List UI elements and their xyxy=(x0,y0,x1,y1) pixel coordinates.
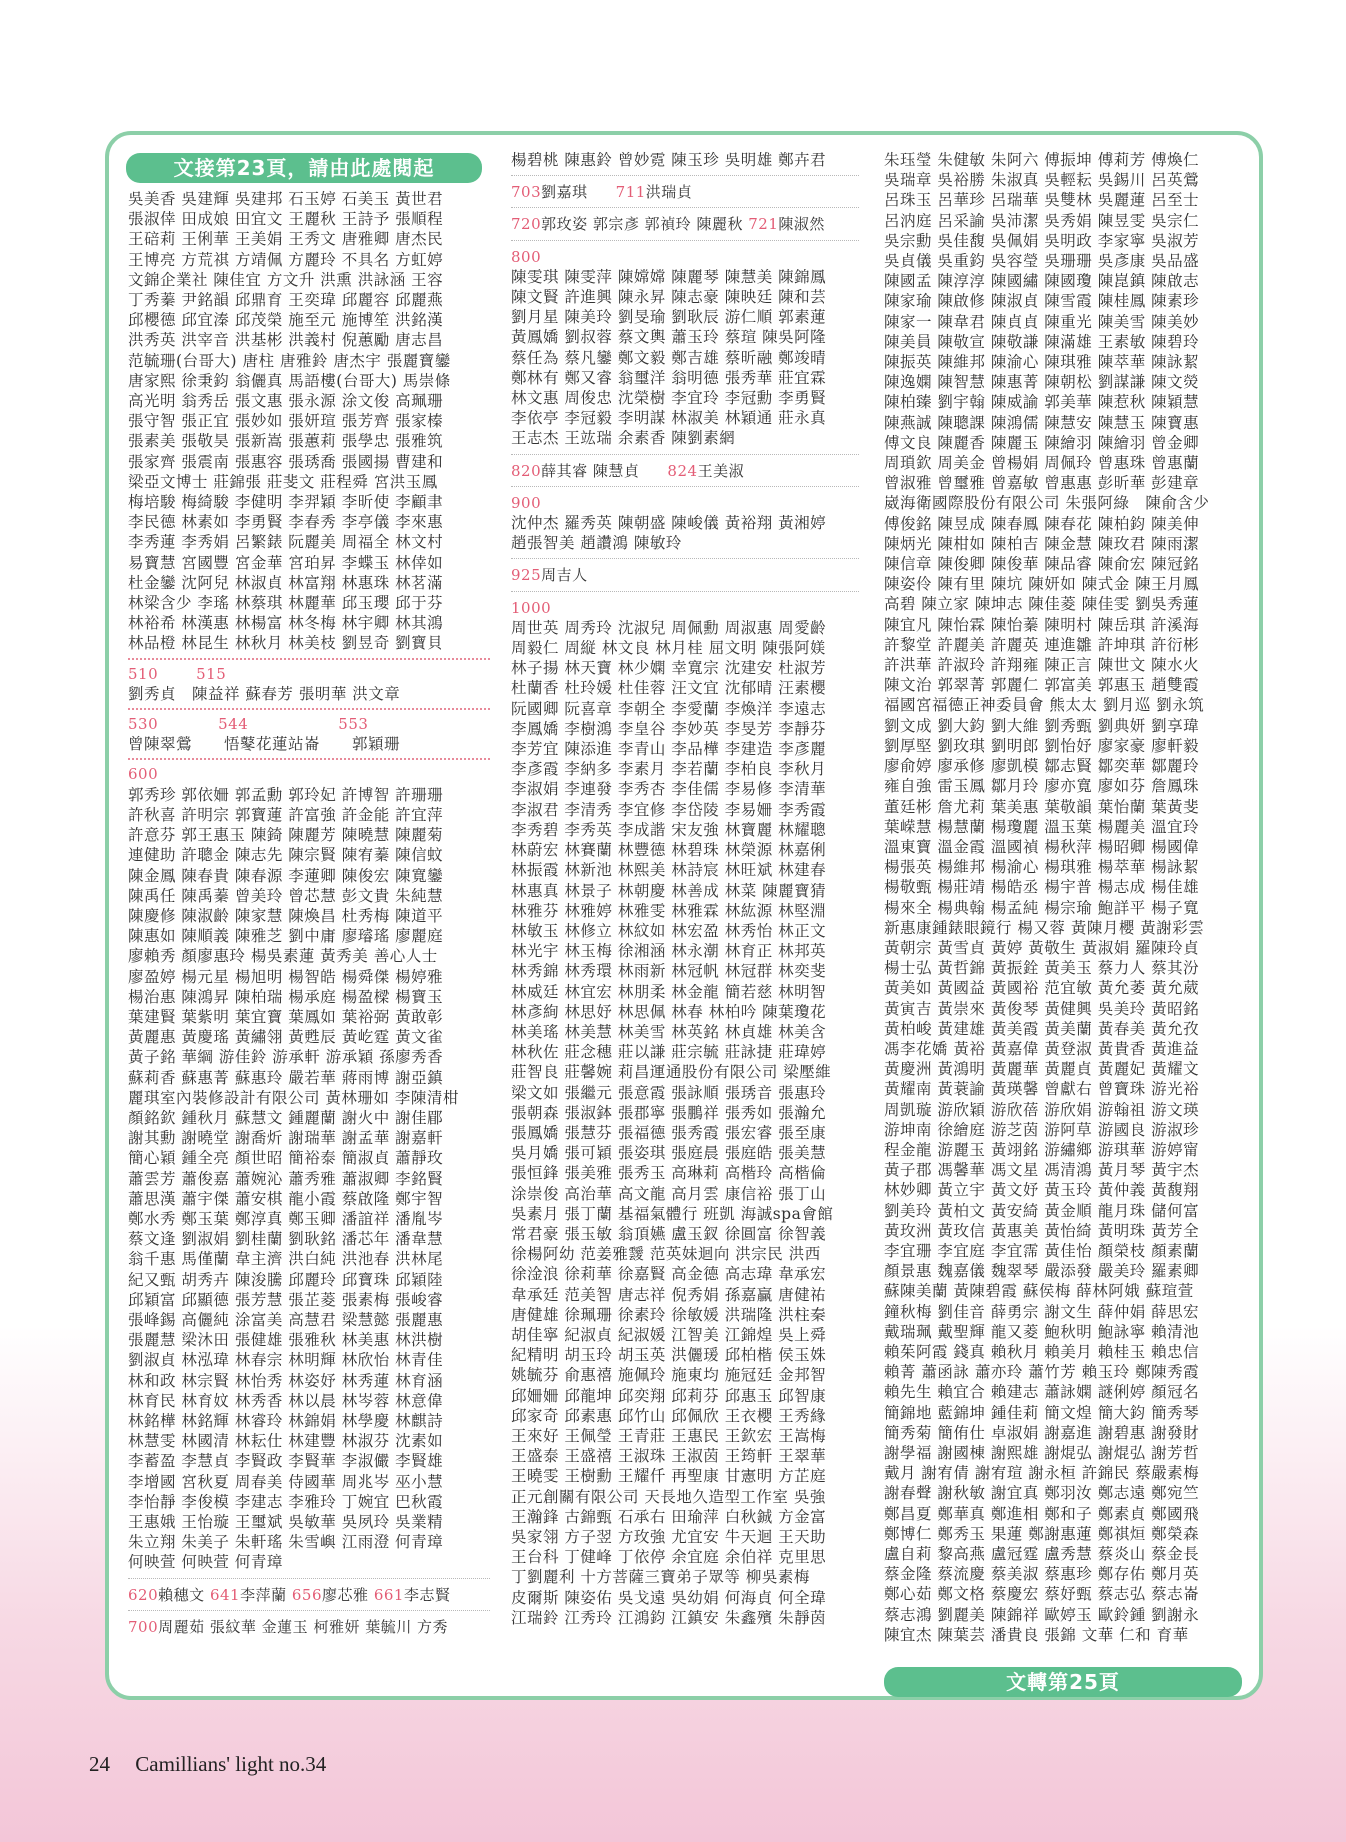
donor-row: 麗琪室內裝修設計有限公司 黃林珊如 李陳清柑 xyxy=(128,1088,459,1107)
donor-row: 崴海衛國際股份有限公司 朱張阿綠 陳俞含少 xyxy=(884,494,1210,513)
donor-row: 王瀚鋒 古錦甄 石承右 田瑜萍 白秋鋮 方金富 xyxy=(511,1507,827,1526)
donor-row: 謝春聲 謝秋敏 謝宜真 鄭羽汝 鄭志遠 鄭宛竺 xyxy=(884,1484,1200,1503)
donor-row: 呂珠玉 呂華珍 呂瑞華 吳雙林 吳麗蓮 呂至士 xyxy=(884,191,1200,210)
donor-row: 陳振英 陳維邦 陳渝心 陳琪雅 陳萃華 陳詠絜 xyxy=(884,353,1200,372)
donor-row: 蔡任為 蔡凡鑾 鄭文毅 鄭吉雄 蔡昕融 鄭竣晴 xyxy=(511,348,827,367)
section-header-800: 800 xyxy=(511,247,542,266)
donor-row: 林美瑤 林美慧 林美雪 林英銘 林貞雄 林美含 xyxy=(511,1022,827,1041)
donor-row: 邱櫻德 邱宜溱 邱茂榮 施至元 施博笙 洪銘漢 xyxy=(128,311,444,330)
donor-row: 唐家熙 徐秉鈞 翁儷真 馬語樓(台哥大) 馬崇條 xyxy=(128,371,451,390)
donor-row: 蔡志鴻 劉麗美 陳錦祥 歐婷玉 歐鈴鍾 劉謝永 xyxy=(884,1605,1200,1624)
donor-row: 江瑞鈴 江秀玲 江鴻鈞 江鎮安 朱鑫殯 朱靜茵 xyxy=(511,1608,827,1627)
donor-list xyxy=(511,150,859,170)
donor-row: 賴先生 賴宜合 賴建志 蕭詠嫻 謎俐婷 顏冠名 xyxy=(884,1383,1200,1402)
donor-row: 陳燕誠 陳聰課 陳鴻儒 陳慧安 陳慧玉 陳寶惠 xyxy=(884,413,1200,432)
donor-row: 鐘秋梅 劉佳音 薛勇宗 謝文生 薛仲娟 薛思宏 xyxy=(884,1302,1200,1321)
donor-row: 黃寅吉 黃崇來 黃俊琴 黃健興 吳美玲 黃昭銘 xyxy=(884,999,1200,1018)
donor-row: 林蔚宏 林賽蘭 林豐德 林碧珠 林榮源 林嘉俐 xyxy=(511,841,827,860)
donor-row: 黃慶洲 黃鴻明 黃麗華 黃麗貞 黃麗妃 黃耀文 xyxy=(884,1060,1200,1079)
donor-row: 劉秀貞 陳益祥 蘇春芳 張明華 洪文章 xyxy=(128,684,401,703)
divider xyxy=(128,1610,490,1611)
donor-list xyxy=(884,150,1244,1645)
donor-row: 鄭昌夏 鄭華真 鄭進相 鄭和子 鄭素貞 鄭國飛 xyxy=(884,1504,1200,1523)
donor-row: 李秀碧 李秀英 李成諧 宋友強 林寶麗 林耀聰 xyxy=(511,820,827,839)
donor-row: 張朝森 張淑鉢 張郡寧 張鵬祥 張秀如 張瀚允 xyxy=(511,1103,827,1122)
donor-row: 黃子郡 馮馨華 馮文星 馮清鴻 黃月琴 黃宇杰 xyxy=(884,1161,1200,1180)
donor-row: 陳文賢 許進興 陳永昇 陳志豪 陳映廷 陳和芸 xyxy=(511,288,827,307)
donor-row: 王碚莉 王俐華 王美娟 王秀文 唐雅卿 唐杰民 xyxy=(128,230,444,249)
donor-row: 徐淦浪 徐莉華 徐嘉賢 高金德 高志瑋 韋承宏 xyxy=(511,1265,827,1284)
donor-row: 常君豪 張玉敏 翁頂嬿 盧玉釵 徐圓富 徐智義 xyxy=(511,1224,827,1243)
donor-row: 廖盈婷 楊元星 楊旭明 楊智皓 楊舜傑 楊婷雅 xyxy=(128,967,444,986)
donor-row: 陳逸嫻 陳智慧 陳惠菁 陳朝松 劉謀謙 陳文熒 xyxy=(884,373,1200,392)
donor-row: 吳瑞章 吳裕勝 朱淑真 吳輕耘 吳錫川 呂英鶯 xyxy=(884,171,1200,190)
donor-row: 張峰錫 高儷純 涂富美 高慧君 梁慧懿 張麗惠 xyxy=(128,1310,444,1329)
divider xyxy=(511,591,859,592)
donor-row: 吳宗勳 吳佳馥 吳佩娟 吳明政 李家寧 吳淑芳 xyxy=(884,231,1200,250)
donor-row: 李芳宜 陳添進 李青山 李品樺 李建造 李彥麗 xyxy=(511,740,827,759)
donor-row: 梁亞文博士 莊錦張 莊斐文 莊程舜 宮洪玉鳳 xyxy=(128,472,438,491)
donor-row: 林振霞 林新池 林熙美 林詩宸 林旺斌 林建春 xyxy=(511,861,827,880)
donor-row: 涂崇俊 高治華 高文龍 高月雲 康信裕 張丁山 xyxy=(511,1184,827,1203)
divider xyxy=(511,175,859,176)
donor-row: 王惠娥 王怡璇 王璽斌 吳敏華 吳夙玲 吳業精 xyxy=(128,1513,444,1531)
donor-row: 王台科 丁健峰 丁依停 余宜庭 余伯祥 克里思 xyxy=(511,1548,827,1567)
donor-row: 王盛泰 王盛禧 王淑珠 王淑茵 王筠軒 王翠華 xyxy=(511,1447,827,1466)
donor-row: 周世英 周秀玲 沈淑兒 周佩勳 周淑惠 周愛齡 xyxy=(511,618,827,637)
donor-row: 黃朝宗 黃雪貞 黃婷 黃敬生 黃淑娟 羅陳玲貞 xyxy=(884,938,1200,957)
donor-row: 高光明 翁秀岳 張文惠 張永源 涂文俊 高珮珊 xyxy=(128,392,444,411)
donor-row: 陳信章 陳俊卿 陳俊華 陳品睿 陳俞宏 陳冠銘 xyxy=(884,555,1200,574)
donor-row: 林慧雯 林國清 林耘仕 林建豐 林淑芬 沈素如 xyxy=(128,1432,444,1451)
donor-row: 游坤南 徐繪庭 游芝茵 游阿草 游國良 游淑珍 xyxy=(884,1120,1200,1139)
donor-row: 蕭雲芳 蕭俊嘉 蕭婉沁 蕭秀雅 蕭淑卿 李銘賢 xyxy=(128,1169,444,1188)
donor-row: 陳炳光 陳柑如 陳柏吉 陳金慧 陳玫君 陳雨潔 xyxy=(884,534,1200,553)
section-header-720: 720郭玫姿 郭宗彥 郭禎玲 陳麗秋 721陳淑然 xyxy=(511,215,825,234)
donor-row: 陳姿伶 陳有里 陳坑 陳妍如 陳式金 陳王月鳳 xyxy=(884,575,1200,594)
donor-row: 黃耀南 黃蓑諭 黃瑛馨 曾獻右 曾寶珠 游光裕 xyxy=(884,1080,1200,1099)
donor-row: 吳素月 張丁蘭 基福氣體行 班凱 海誠spa會館 xyxy=(511,1204,834,1223)
donor-row: 劉文成 劉大鈞 劉大維 劉秀甄 劉典妍 劉享瑋 xyxy=(884,716,1200,735)
donor-row: 林銘樺 林銘輝 林睿玲 林錦娟 林學慶 林麒詩 xyxy=(128,1411,444,1430)
donor-row: 丁秀蓁 尹銘韻 邱鼎育 王奕瑋 邱麗容 邱麗燕 xyxy=(128,291,444,310)
donor-row: 莊智良 莊馨婉 莉昌運通股份有限公司 梁壓維 xyxy=(511,1063,832,1082)
donor-row: 李怡靜 李俊模 李建志 李雅玲 丁婉宜 巴秋霞 xyxy=(128,1492,444,1511)
donor-list xyxy=(511,513,859,553)
donor-list xyxy=(511,618,859,1628)
donor-row: 朱立翔 朱美子 朱軒瑤 朱雪嶼 江雨澄 何青璋 xyxy=(128,1533,444,1552)
donor-row: 周毅仁 周縦 林文良 林月桂 屈文明 陳張阿媄 xyxy=(511,639,827,658)
right-column xyxy=(884,150,1244,1645)
donor-row: 林光宇 林玉梅 徐湘涵 林永潮 林育正 林邦英 xyxy=(511,942,827,961)
left-column xyxy=(128,150,490,1637)
donor-row: 簡心穎 鍾全亮 顏世昭 簡裕泰 簡淑貞 蕭靜玫 xyxy=(128,1149,444,1168)
donor-row: 許洪華 許淑玲 許翔雍 陳正言 陳世文 陳水火 xyxy=(884,656,1200,675)
section-header-1000: 1000 xyxy=(511,598,552,617)
donor-row: 徐楊阿幼 范姜雅靉 范英妹迴向 洪宗民 洪西 xyxy=(511,1245,821,1264)
donor-row: 邱家奇 邱素惠 邱竹山 邱佩欣 王衣櫻 王秀緣 xyxy=(511,1406,827,1425)
donor-row: 新惠康鍾錶眼鏡行 楊又蓉 黃陳月櫻 黃謝彩雲 xyxy=(884,918,1205,937)
donor-row: 林梁含少 李瑤 林蔡琪 林麗華 邱玉瓔 邱于芬 xyxy=(128,594,444,613)
donor-row: 張家齊 張震南 張惠容 張琇喬 張國揚 曹建和 xyxy=(128,452,444,471)
section-header-600: 600 xyxy=(128,765,159,784)
donor-row: 李宜珊 李宜庭 李宜霈 黃佳怡 顏榮枝 顏素蘭 xyxy=(884,1241,1200,1260)
donor-row: 黃麗惠 黃慶瑤 黃繡翎 黃甦辰 黃屹霆 黃文雀 xyxy=(128,1028,444,1047)
donor-row: 許意芬 郭王惠玉 陳錡 陳麗芳 陳曉慧 陳麗菊 xyxy=(128,826,444,845)
donor-row: 胡佳寧 紀淑貞 紀淑媛 江智美 江錦煌 吳上舜 xyxy=(511,1325,827,1344)
donor-row: 郭秀珍 郭依姍 郭孟勳 郭玲妃 許博智 許珊珊 xyxy=(128,785,444,804)
donor-row: 姚毓芬 俞惠禧 施佩玲 施東均 施冠廷 金邦智 xyxy=(511,1366,827,1385)
donor-row: 陳宜杰 陳葉芸 潘貴良 張錦 文華 仁和 育華 xyxy=(884,1625,1189,1644)
donor-row: 賴茱阿霞 錢真 賴秋月 賴美月 賴桂玉 賴忠信 xyxy=(884,1342,1200,1361)
divider xyxy=(128,658,490,660)
donor-row: 趙張智美 趙讚鴻 陳敏玲 xyxy=(511,534,682,553)
donor-row: 蔡金隆 蔡流慶 蔡美淑 蔡惠珍 鄭存佑 鄭月英 xyxy=(884,1565,1200,1584)
donor-row: 謝其勳 謝曉堂 謝喬炘 謝瑞華 謝孟華 謝嘉軒 xyxy=(128,1129,444,1148)
donor-row: 林秀錦 林秀環 林雨新 林冠帆 林冠群 林奕斐 xyxy=(511,962,827,981)
section-header-900: 900 xyxy=(511,493,542,512)
donor-row: 正元創關有限公司 天長地久造型工作室 吳強 xyxy=(511,1487,826,1506)
donor-row: 傅俊銘 陳昱成 陳春鳳 陳春花 陳柏鈞 陳美伸 xyxy=(884,514,1200,533)
donor-row: 林品橙 林昆生 林秋月 林美枝 劉昱奇 劉寶貝 xyxy=(128,634,444,653)
donor-row: 黃子銘 華綱 游佳鈴 游承軒 游承穎 孫廖秀香 xyxy=(128,1048,444,1067)
donor-row: 陳禹任 陳禹蓁 曾美玲 曾芯慧 彭文貴 朱純慧 xyxy=(128,886,444,905)
donor-row: 盧自莉 黎高燕 盧冠霆 盧秀慧 蔡炎山 蔡金長 xyxy=(884,1545,1200,1564)
donor-row: 林裕希 林漢惠 林楊富 林冬梅 林宇卿 林其鴻 xyxy=(128,614,444,633)
donor-row: 陳文治 郭翠菁 郭麗仁 郭富美 郭惠玉 趙雙霞 xyxy=(884,676,1200,695)
donor-row: 林妙卿 黃立宇 黃文妤 黃玉玲 黃仲義 黃馥翔 xyxy=(884,1181,1200,1200)
donor-row: 張恒鋒 張美雅 張秀玉 高琳莉 高楷玲 高楷倫 xyxy=(511,1164,827,1183)
publication-name: Camillians' light no.34 xyxy=(135,1752,327,1776)
page-number: 24 xyxy=(89,1752,110,1776)
donor-row: 李依亭 李冠毅 李明謀 林淑美 林穎通 莊永真 xyxy=(511,409,827,428)
donor-list xyxy=(128,189,490,654)
donor-row: 馮李花嬌 黃裕 黃嘉偉 黃登淑 黃貴香 黃進益 xyxy=(884,1039,1200,1058)
donor-row: 楊士弘 黃哲錦 黃振銓 黃美玉 蔡力人 蔡其汾 xyxy=(884,959,1200,978)
donor-row: 簡秀菊 簡侑仕 卓淑娟 謝嘉進 謝碧惠 謝發財 xyxy=(884,1423,1200,1442)
donor-row: 易寶慧 宮國豐 宮金華 宮珀昇 李蝶玉 林倖如 xyxy=(128,553,444,572)
donor-list xyxy=(128,785,490,1573)
divider xyxy=(511,454,859,455)
divider xyxy=(128,758,490,760)
donor-row: 戴月 謝宥倩 謝宥瑄 謝永桓 許錦民 蔡嚴素梅 xyxy=(884,1464,1200,1483)
donor-row: 阮國卿 阮喜章 李朝全 李愛蘭 李煥洋 李遠志 xyxy=(511,699,827,718)
donor-row: 傅文良 陳麗香 陳麗玉 陳繪羽 陳繪羽 曾金卿 xyxy=(884,433,1200,452)
donor-row: 王博亮 方荒祺 方靖佩 方麗玲 不具名 方虹婷 xyxy=(128,250,444,269)
donor-row: 蕭思漢 蕭宇傑 蕭安棋 龍小霞 蔡啟隆 鄭宇智 xyxy=(128,1189,444,1208)
section-header-530: 530 544 553 xyxy=(128,715,369,734)
donor-row: 廖賴秀 顏廖惠玲 楊吳素蓮 黃秀美 善心人士 xyxy=(128,947,438,966)
donor-row: 廖俞婷 廖承修 廖凱模 鄒志賢 鄒奕華 鄒麗玲 xyxy=(884,757,1200,776)
divider xyxy=(511,558,859,559)
donor-row: 周瑣欽 周美金 曾楊娟 周佩玲 曾惠珠 曾惠蘭 xyxy=(884,454,1200,473)
donor-row: 何映萱 何映萱 何青璋 xyxy=(128,1553,283,1572)
donor-row: 吳家翎 方子翌 方玫強 尤宜安 牛天迴 王天助 xyxy=(511,1528,827,1546)
donor-row: 曾淑雅 曾璽雅 曾嘉敏 曾惠惠 彭昕華 彭建章 xyxy=(884,474,1200,493)
donor-row: 洪秀英 洪宰音 洪基彬 洪義村 倪蕙勵 唐志昌 xyxy=(128,331,444,350)
donor-row: 簡錦地 藍錦坤 鍾佳莉 簡文煌 簡大鈞 簡秀琴 xyxy=(884,1403,1200,1422)
donor-row: 林惠真 林景子 林朝慶 林善成 林菜 陳麗寶猜 xyxy=(511,881,827,900)
donor-row: 蔡文逢 劉淑娟 劉桂蘭 劉耿銘 潘芯年 潘韋慧 xyxy=(128,1230,444,1249)
donor-row: 劉厚堅 劉玫琪 劉明郎 劉怡妤 廖家豪 廖軒毅 xyxy=(884,736,1200,755)
donor-row: 劉美玲 黃柏文 黃安綺 黃金順 龍月珠 儲何富 xyxy=(884,1201,1200,1220)
donor-row: 陳國孟 陳淳淳 陳國繡 陳國瓊 陳崑鎮 陳啟志 xyxy=(884,272,1200,291)
section-header-925: 925周吉人 xyxy=(511,566,588,585)
donor-row: 紀精明 胡玉玲 胡玉英 洪儷瑗 邱柏楷 侯玉姝 xyxy=(511,1346,827,1365)
section-header-620: 620賴穗文 641李萍蘭 656廖芯雅 661李志賢 xyxy=(128,1585,451,1604)
donor-row: 楊治惠 陳鴻昇 陳柏瑞 楊承庭 楊盈樑 楊寶玉 xyxy=(128,987,444,1006)
donor-row: 林雅芬 林雅婷 林雅雯 林雅霖 林紘源 林堅淵 xyxy=(511,901,827,920)
donor-row: 陳金鳳 陳春貴 陳春源 李蓮卿 陳俊宏 陳寬鑾 xyxy=(128,866,444,885)
section-header-700: 700周麗茹 張紋華 金蓮玉 柯雅妍 葉毓川 方秀 xyxy=(128,1617,448,1636)
donor-row: 王曉雯 王樹勳 王耀仟 再聖康 甘憲明 方芷庭 xyxy=(511,1467,827,1486)
donor-row: 陳惠如 陳順義 陳雅芝 劉中庸 廖璿瑤 廖麗庭 xyxy=(128,927,444,946)
donor-row: 張素美 張敬昊 張新嵩 張蕙莉 張學忠 張雅筑 xyxy=(128,432,444,451)
divider xyxy=(128,708,490,710)
donor-row: 陳宜凡 陳怡霖 陳怡蓁 陳明村 陳岳琪 許溪海 xyxy=(884,615,1200,634)
donor-row: 陳柏臻 劉宇翰 陳威諭 郭美華 陳惹秋 陳穎慧 xyxy=(884,393,1200,412)
donor-row: 董廷彬 詹尤莉 葉美惠 葉敬韻 葉怡蘭 葉黃斐 xyxy=(884,797,1200,816)
donor-row: 丁劉麗利 十方菩薩三寶弟子眾等 柳吳素梅 xyxy=(511,1568,810,1587)
donor-row: 吳月嬌 張可穎 張姿琪 張庭晨 張庭皓 張美慧 xyxy=(511,1144,827,1163)
donor-row: 皮爾斯 陳姿佑 吳戈遠 吳幼娟 何海貞 何全瑋 xyxy=(511,1588,827,1607)
donor-row: 黃鳳嬌 劉叔蓉 蔡文輿 蕭玉玲 蔡瑄 陳吳阿隆 xyxy=(511,328,827,347)
donor-row: 張鳳嬌 張慧芬 張福德 張秀霞 張宏睿 張至康 xyxy=(511,1123,827,1142)
donor-row: 溫東寶 溫金霞 溫國禎 楊秋萍 楊昭卿 楊國偉 xyxy=(884,837,1200,856)
divider xyxy=(511,486,859,487)
donor-row: 雍自強 雷玉鳳 鄒月玲 廖亦寬 廖如芬 詹鳳珠 xyxy=(884,777,1200,796)
section-header-703: 703劉嘉琪 711洪瑞貞 xyxy=(511,183,693,202)
donor-row: 邱姍姍 邱龍坤 邱奕翔 邱莉芬 邱惠玉 邱智康 xyxy=(511,1386,827,1405)
donor-row: 杜蘭香 杜玲媛 杜佳蓉 汪文宜 沈郁晴 汪素櫻 xyxy=(511,679,827,698)
donor-row: 高碧 陳立家 陳坤志 陳佳菱 陳佳雯 劉吳秀蓮 xyxy=(884,595,1200,614)
donor-row: 文錦企業社 陳佳宜 方文升 洪熏 洪詠涵 王容 xyxy=(128,270,444,289)
donor-row: 杜金鑾 沈阿兒 林淑貞 林富翔 林惠珠 林茗滿 xyxy=(128,573,444,592)
donor-row: 韋承廷 范美智 唐志祥 倪秀娟 孫嘉贏 唐健祐 xyxy=(511,1285,827,1304)
donor-row: 呂汭庭 呂采諭 吳沛潔 吳秀娟 陳昱雯 吳宗仁 xyxy=(884,211,1200,230)
donor-row: 陳家瑜 陳啟修 陳淑貞 陳雪霞 陳桂鳳 陳素珍 xyxy=(884,292,1200,311)
donor-row: 程金龍 游麗玉 黃翊銘 游繡鄉 游琪華 游婷甯 xyxy=(884,1140,1200,1159)
donor-row: 楊來全 楊典翰 楊孟純 楊宗瑜 鮑詳平 楊子寬 xyxy=(884,898,1200,917)
donor-row: 曾陳翠鶯 悟鼕花蓮站崙 郭穎珊 xyxy=(128,735,401,754)
donor-row: 王志杰 王竑瑞 余素香 陳劉素網 xyxy=(511,429,736,448)
donor-row: 連健助 許聰金 陳志先 陳宗賢 陳宥蓁 陳信蚊 xyxy=(128,846,444,865)
donor-row: 戴瑞珮 戴聖輝 龍又菱 鮑秋明 鮑詠寧 賴清池 xyxy=(884,1322,1200,1341)
donor-row: 林和政 林宗賢 林怡秀 林姿妤 林秀蓮 林育涵 xyxy=(128,1371,444,1390)
donor-row: 梅培駿 梅綺駿 李健明 李羿穎 李昕使 李顧聿 xyxy=(128,493,444,512)
donor-row: 鄭博仁 鄭秀玉 果蓮 鄭謝惠蓮 鄭祺烜 鄭榮森 xyxy=(884,1524,1200,1543)
page-footer xyxy=(89,1752,326,1777)
donor-row: 葉嵘慧 楊慧蘭 楊瓊麗 溫玉葉 楊麗美 溫宜玲 xyxy=(884,817,1200,836)
donor-row: 林秋佐 莊念穗 莊以謙 莊宗毓 莊詠捷 莊瑋婷 xyxy=(511,1043,827,1062)
donor-row: 陳雯琪 陳雯萍 陳嫦嫦 陳麗琴 陳慧美 陳錦鳳 xyxy=(511,267,827,286)
donor-row: 陳家一 陳韋君 陳貞貞 陳重光 陳美雪 陳美妙 xyxy=(884,312,1200,331)
donor-row: 翁千惠 馬僅蘭 韋主濟 洪白純 洪池春 洪林尾 xyxy=(128,1250,444,1269)
section-header-510: 510 515 xyxy=(128,664,227,683)
donor-row: 吳美香 吳建輝 吳建邦 石玉婷 石美玉 黃世君 xyxy=(128,190,444,208)
donor-row: 李淑娟 李連發 李秀杏 李佳儒 李易修 李清華 xyxy=(511,780,827,799)
donor-row: 李蓄盈 李慧貞 李賢政 李賢華 李淑儼 李賢雄 xyxy=(128,1452,444,1471)
donor-row: 唐健雄 徐珮珊 徐素玲 徐敏媛 洪瑞隆 洪柱秦 xyxy=(511,1305,827,1324)
divider xyxy=(511,207,859,208)
middle-column xyxy=(511,150,859,1628)
donor-row: 黃柏峻 黃建雄 黃美霞 黃美蘭 黃春美 黃允孜 xyxy=(884,1019,1200,1038)
donor-list xyxy=(511,267,859,449)
donor-row: 邱穎富 邱顯德 張芳慧 張芷菱 張素梅 張峻睿 xyxy=(128,1290,444,1309)
donor-row: 林文惠 周俊忠 沈榮樹 李宜玲 李冠勳 李勇賢 xyxy=(511,389,827,408)
donor-row: 鄭水秀 鄭玉葉 鄭淳真 鄭玉卿 潘誼祥 潘胤岑 xyxy=(128,1209,444,1228)
donor-row: 林育民 林育妏 林秀香 林以晨 林岑蓉 林意偉 xyxy=(128,1391,444,1410)
continued-to-banner: 文轉第25頁 xyxy=(884,1667,1242,1697)
donor-row: 黃玫洲 黃玫信 黃惠美 黃怡綺 黃明珠 黃芳全 xyxy=(884,1221,1200,1240)
donor-row: 王來好 王佩瑩 王青莊 王惠民 王欽宏 王嵩梅 xyxy=(511,1426,827,1445)
donor-row: 劉淑貞 林泓瑋 林春宗 林明輝 林欣怡 林青佳 xyxy=(128,1351,444,1370)
donor-row: 李民德 林素如 李勇賢 李春秀 李亭儀 李來惠 xyxy=(128,513,444,532)
donor-row: 梁文如 張繼元 張意霞 張詠順 張琇音 張惠玲 xyxy=(511,1083,827,1102)
donor-row: 朱珏瑩 朱健敏 朱阿六 傅振坤 傅莉芳 傅煥仁 xyxy=(884,151,1200,169)
donor-row: 范毓珊(台哥大) 唐柱 唐雅鈴 唐杰宇 張麗寶鑾 xyxy=(128,351,451,370)
donor-row: 顏銘欽 鍾秋月 蘇慧文 鍾麗蘭 謝火中 謝佳郿 xyxy=(128,1108,444,1127)
donor-row: 許黎堂 許麗美 許麗英 連進雛 許坤琪 許衍彬 xyxy=(884,635,1200,654)
donor-row: 楊敬甄 楊莊靖 楊皓丞 楊宇普 楊志成 楊佳雄 xyxy=(884,878,1200,897)
donor-row: 沈仲杰 羅秀英 陳朝盛 陳峻儀 黃裕翔 黃湘婷 xyxy=(511,514,827,533)
donor-row: 張淑倖 田成娘 田宜文 王麗秋 王詩予 張順程 xyxy=(128,210,444,229)
donor-row: 許秋喜 許明宗 郭寶蓮 許富強 許金能 許宜萍 xyxy=(128,805,444,824)
donor-row: 謝學福 謝國棟 謝熙雄 謝焜弘 謝焜弘 謝芳哲 xyxy=(884,1444,1200,1462)
donor-row: 陳美員 陳敬宣 陳敬謙 陳滿雄 王素敏 陳碧玲 xyxy=(884,332,1200,351)
donor-row: 張麗慧 梁沐田 張健雄 張雅秋 林美惠 林洪樹 xyxy=(128,1331,444,1350)
donor-row: 楊碧桃 陳惠鈴 曾妙霓 陳玉珍 吳明雄 鄭卉君 xyxy=(511,151,827,169)
divider xyxy=(128,1578,490,1579)
donor-row: 吳貞儀 吳重鈞 吳容瑩 吳珊珊 吳彥康 吳品盛 xyxy=(884,252,1200,271)
continued-from-banner: 文接第23頁，請由此處閱起 xyxy=(126,153,482,183)
donor-row: 李增國 宮秋夏 周春美 侍國華 周兆岑 巫小慧 xyxy=(128,1472,444,1491)
donor-row: 葉建賢 葉紫明 葉宜寶 葉鳳如 葉裕弼 黃敢彰 xyxy=(128,1007,444,1026)
donor-row: 福國宮福德正神委員會 熊太太 劉月巡 劉永筑 xyxy=(884,696,1205,715)
donor-row: 顏景惠 魏嘉儀 魏翠琴 嚴添發 嚴美玲 羅素卿 xyxy=(884,1262,1200,1281)
donor-row: 陳慶修 陳淑齡 陳家慧 陳煥昌 杜秀梅 陳道平 xyxy=(128,906,444,925)
divider xyxy=(511,240,859,241)
donor-row: 李秀蓮 李秀娟 呂繁錶 阮麗美 周福全 林文村 xyxy=(128,533,444,552)
donor-row: 李彥霞 李納多 李素月 李若蘭 李柏良 李秋月 xyxy=(511,760,827,779)
donor-row: 鄭林有 鄭又睿 翁璽洋 翁明德 張秀華 莊宜霖 xyxy=(511,368,827,387)
donor-row: 蘇陳美蘭 黃陳碧霞 蘇侯梅 薛林阿娥 蘇瑄萱 xyxy=(884,1282,1194,1301)
donor-row: 林敏玉 林修立 林紋如 林宏盈 林秀怡 林正文 xyxy=(511,921,827,940)
donor-row: 林子揚 林天寶 林少嫻 幸寬宗 沈建安 杜淑芳 xyxy=(511,659,827,678)
donor-row: 賴菁 蕭函詠 蕭亦玲 蕭竹芳 賴玉玲 鄭陳秀霞 xyxy=(884,1363,1200,1382)
donor-row: 蘇莉香 蘇惠菁 蘇惠玲 嚴若華 蔣雨博 謝亞鎮 xyxy=(128,1068,444,1087)
donor-row: 鄭心茹 鄭文格 蔡慶宏 蔡妤甄 蔡志弘 蔡志崙 xyxy=(884,1585,1200,1604)
donor-row: 林威廷 林宜宏 林朋柔 林金龍 簡若慈 林明智 xyxy=(511,982,827,1001)
donor-row: 李淑君 李清秀 李宜修 李岱陵 李易姍 李秀霞 xyxy=(511,800,827,819)
donor-row: 楊張英 楊維邦 楊渝心 楊琪雅 楊萃華 楊詠絜 xyxy=(884,858,1200,877)
donor-row: 劉月星 陳美玲 劉旻瑜 劉耿辰 游仁順 郭素蓮 xyxy=(511,308,827,327)
donor-row: 紀又甄 胡秀卉 陳浚騰 邱麗玲 邱寶珠 邱穎陸 xyxy=(128,1270,444,1289)
donor-row: 李鳳嬌 李樹鴻 李皇谷 李妙英 李旻芳 李靜芬 xyxy=(511,719,827,738)
donor-row: 周凱璇 游欣穎 游欣蓓 游欣娟 游翰祖 游文瑛 xyxy=(884,1100,1200,1119)
donor-row: 張守智 張正宜 張妙如 張妍瑄 張芳齊 張家榛 xyxy=(128,412,444,431)
section-header-820: 820薛其睿 陳慧貞 824王美淑 xyxy=(511,461,745,480)
donor-row: 林彥絢 林思妤 林思佩 林春 林柏吟 陳葉瓊花 xyxy=(511,1002,827,1021)
donor-row: 黃美如 黃國益 黃國裕 范宜敏 黃允萎 黃允葳 xyxy=(884,979,1200,998)
